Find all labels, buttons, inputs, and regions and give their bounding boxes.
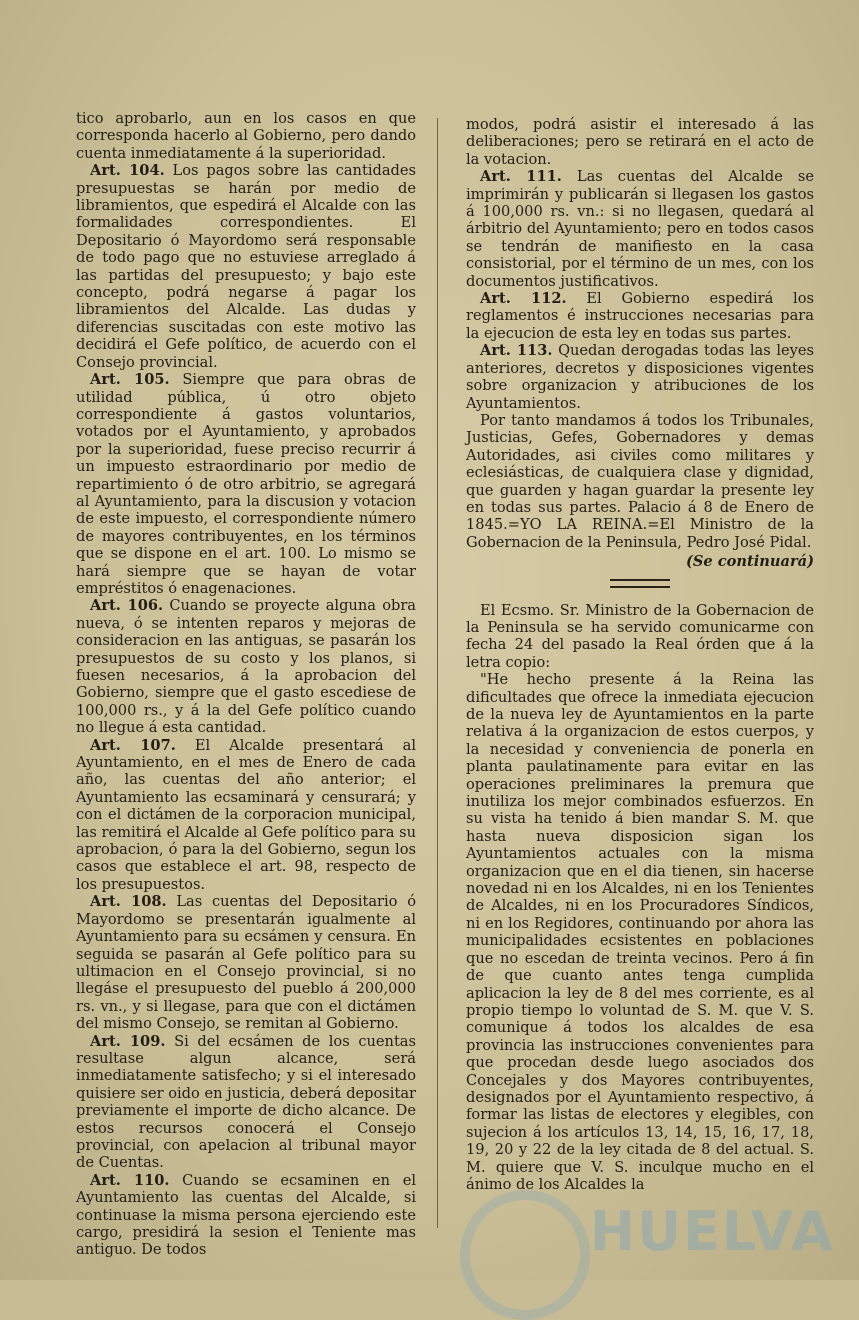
article-text: Los pagos sobre las cantidades presupuestas se harán por medio de libramientos, que espedirá el Alcalde con las formalidades correspondientes. El Depositario ó Mayordomo será responsable de todo pago que no estuviese arreglado á las partidas del presupuesto; y bajo este concepto, podrá negarse á pagar los libramientos del Alcalde. Las dudas y diferencias suscitadas con este motivo las decidirá el Gefe político, de acuerdo con el Consejo provincial. (76, 162, 416, 371)
article-paragraph (76, 162, 416, 371)
article-number: Art. 105. (90, 371, 170, 389)
article-text: Las cuentas del Alcalde se imprimirán y publicarán si llegasen los gastos á 100,000 rs. vn.: si no llegasen, quedará al árbitrio del Ayuntamiento; pero en todos casos se tendrán de manifiesto en la casa consistorial, por el término de un mes, con los documentos justificativos. (466, 168, 814, 290)
article-paragraph (466, 168, 814, 290)
article-paragraph (466, 342, 814, 412)
article-text: Si del ecsámen de los cuentas resultase algun alcance, será inmediatamente satisfecho; y si el interesado quisiere ser oido en justicia, deberá depositar previamente el importe de dicho alcance. De estos recursos conocerá el Consejo provincial, con apelacion al tribunal mayor de Cuentas. (76, 1032, 417, 1172)
watermark-text: HUELVA (590, 1200, 835, 1263)
body-paragraph: El Ecsmo. Sr. Ministro de la Gobernacion de la Peninsula se ha servido comunicarme con fecha 24 del pasado la Real órden que á la letra copio: (466, 601, 814, 671)
body-paragraph: Por tanto mandamos á todos los Tribunales, Justicias, Gefes, Gobernadores y demas Autoridades, asi civiles como militares y eclesiásticas, de cualquiera clase y dignidad, que guarden y hagan guardar la presente ley en todas sus partes. Palacio á 8 de Enero de 1845.=YO LA REINA.=El Ministro de la Gobernacion de la Peninsula, Pedro José Pidal. (466, 411, 814, 551)
article-number: Art. 111. (480, 168, 562, 186)
article-paragraph (76, 737, 416, 894)
article-number: Art. 109. (90, 1032, 166, 1050)
right-column (466, 0, 814, 1280)
article-paragraph (466, 290, 814, 342)
article-text: Cuando se ecsaminen en el Ayuntamiento las cuentas del Alcalde, si continuase la misma persona ejerciendo este cargo, presidirá la sesion el Teniente mas antiguo. De todos (76, 1171, 416, 1259)
article-number: Art. 113. (480, 342, 553, 360)
article-number: Art. 110. (90, 1171, 170, 1189)
continued-note: (Se continuará) (685, 553, 814, 571)
article-text: Cuando se proyecte alguna obra nueva, ó se intenten reparos y mejoras de consideracion en las antiguas, se pasarán los presupuestos de su costo y los planos, si fuesen necesarios, á la aprobacion del Gobierno, siempre que el gasto escediese de 100,000 rs., y á la del Gefe político cuando no llegue á esta cantidad. (76, 597, 416, 737)
article-number: Art. 108. (90, 893, 167, 911)
article-text: Quedan derogadas todas las leyes anteriores, decretos y disposiciones vigentes sobre organizacion y atribuciones de los Ayuntamientos. (466, 342, 814, 412)
continued-paragraph: modos, podrá asistir el interesado á las deliberaciones; pero se retirará en el acto de la votacion. (466, 116, 814, 168)
watermark-seal-icon (460, 1190, 590, 1320)
article-paragraph (76, 1033, 416, 1172)
article-number: Art. 112. (480, 290, 567, 308)
article-text: El Alcalde presentará al Ayuntamiento, en el mes de Enero de cada año, las cuentas del año anterior; el Ayuntamiento las ecsaminará y censurará; y con el dictámen de la corporacion municipal, las remitirá el Alcalde al Gefe político para su aprobacion, ó para la del Gobierno, segun los casos que establece el art. 98, respecto de los presupuestos. (76, 736, 416, 893)
article-text: Las cuentas del Depositario ó Mayordomo se presentarán igualmente al Ayuntamiento para su ecsámen y censura. En seguida se pasarán al Gefe político para su ultimacion en el Consejo provincial, si no llegáse el presupuesto del pueblo á 200,000 rs. vn., y si llegase, para que con el dictámen del mismo Consejo, se remitan al Gobierno. (76, 893, 416, 1033)
article-paragraph (76, 597, 416, 736)
article-text: Siempre que para obras de utilidad pública, ú otro objeto correspondiente á gastos voluntarios, votados por el Ayuntamiento, y aprobados por la superioridad, fuese preciso recurrir á un impuesto estraordinario por medio de repartimiento ó de otro arbitrio, se agregará al Ayuntamiento, para la discusion y votacion de este impuesto, el correspondiente número de mayores contribuyentes, en los términos que se dispone en el art. 100. Lo mismo se hará siempre que se hayan de votar empréstitos ó enagenaciones. (76, 371, 416, 597)
left-column (76, 0, 416, 1280)
article-number: Art. 106. (90, 597, 164, 615)
article-number: Art. 107. (90, 736, 176, 754)
article-paragraph (76, 893, 416, 1032)
article-paragraph (76, 1172, 416, 1259)
article-paragraph (76, 371, 416, 597)
article-text: El Gobierno espedirá los reglamentos é instrucciones necesarias para la ejecucion de esta ley en todas sus partes. (466, 290, 814, 342)
article-number: Art. 104. (90, 162, 165, 180)
column-divider (437, 118, 438, 1228)
continued-paragraph: tico aprobarlo, aun en los casos en que corresponda hacerlo al Gobierno, pero dando cuenta inmediatamente á la superioridad. (76, 110, 416, 162)
section-separator (610, 579, 670, 588)
body-paragraph: "He hecho presente á la Reina las dificultades que ofrece la inmediata ejecucion de la nueva ley de Ayuntamientos en la parte relativa á la organizacion de estos cuerpos, y la necesidad y conveniencia de ponerla en planta paulatinamente para evitar en las operaciones preliminares la premura que inutiliza los mejor combinados esfuerzos. En su vista ha tenido á bien mandar S. M. que hasta nueva disposicion sigan los Ayuntamientos actuales con la misma organizacion que en el dia tienen, sin hacerse novedad ni en los Alcaldes, ni en los Tenientes de Alcaldes, ni en los Procuradores Síndicos, ni en los Regidores, continuando por ahora las municipalidades ecsistentes en poblaciones que no escedan de treinta vecinos. Pero á fin de que cuanto antes tenga cumplida aplicacion la ley de 8 del mes corriente, es al propio tiempo lo voluntad de S. M. que V. S. comunique á todos los alcaldes de esa provincia las instrucciones convenientes para que procedan desde luego asociados dos Concejales y dos Mayores contribuyentes, designados por el Ayuntamiento respectivo, á formar las listas de electores y elegibles, con sujecion á los artículos 13, 14, 15, 16, 17, 18, 19, 20 y 22 de la ley citada de 8 del actual. S. M. quiere que V. S. inculque mucho en el ánimo de los Alcaldes la (466, 671, 814, 1193)
